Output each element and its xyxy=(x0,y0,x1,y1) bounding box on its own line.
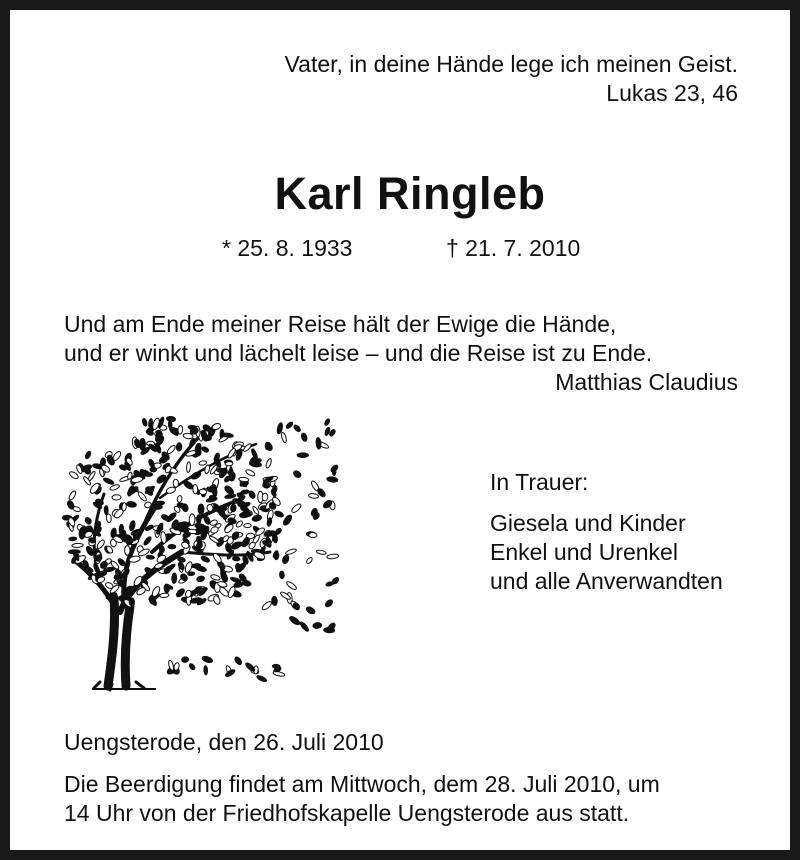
bible-verse xyxy=(285,50,738,108)
mourners-block xyxy=(490,468,723,596)
place-date: Uengsterode, den 26. Juli 2010 xyxy=(64,729,384,755)
mourner-name: und alle Anverwandten xyxy=(490,568,723,594)
death-date: † 21. 7. 2010 xyxy=(446,235,581,261)
tree-canopy xyxy=(62,416,284,608)
poem-line: und er winkt und lächelt leise – und die Reise ist zu Ende. xyxy=(64,340,653,366)
deceased-name: Karl Ringleb xyxy=(274,168,546,219)
funeral-notice-line: Die Beerdigung findet am Mittwoch, dem 28. Juli 2010, um xyxy=(64,771,660,797)
mourners-label: In Trauer: xyxy=(490,469,589,495)
bible-verse-text: Vater, in deine Hände lege ich meinen Geist. xyxy=(284,51,738,77)
mourner-name: Enkel und Urenkel xyxy=(490,539,678,565)
tree-with-falling-leaves-icon xyxy=(60,402,342,692)
poem-quote xyxy=(64,310,652,368)
birth-date: * 25. 8. 1933 xyxy=(222,235,353,261)
funeral-notice-line: 14 Uhr von der Friedhofskapelle Uengsterode aus statt. xyxy=(64,800,630,826)
poem-line: Und am Ende meiner Reise hält der Ewige die Hände, xyxy=(64,311,617,337)
poem-author: Matthias Claudius xyxy=(555,369,738,395)
funeral-notice xyxy=(64,770,660,828)
mourner-name: Giesela und Kinder xyxy=(490,510,686,536)
bible-verse-reference: Lukas 23, 46 xyxy=(606,80,738,106)
